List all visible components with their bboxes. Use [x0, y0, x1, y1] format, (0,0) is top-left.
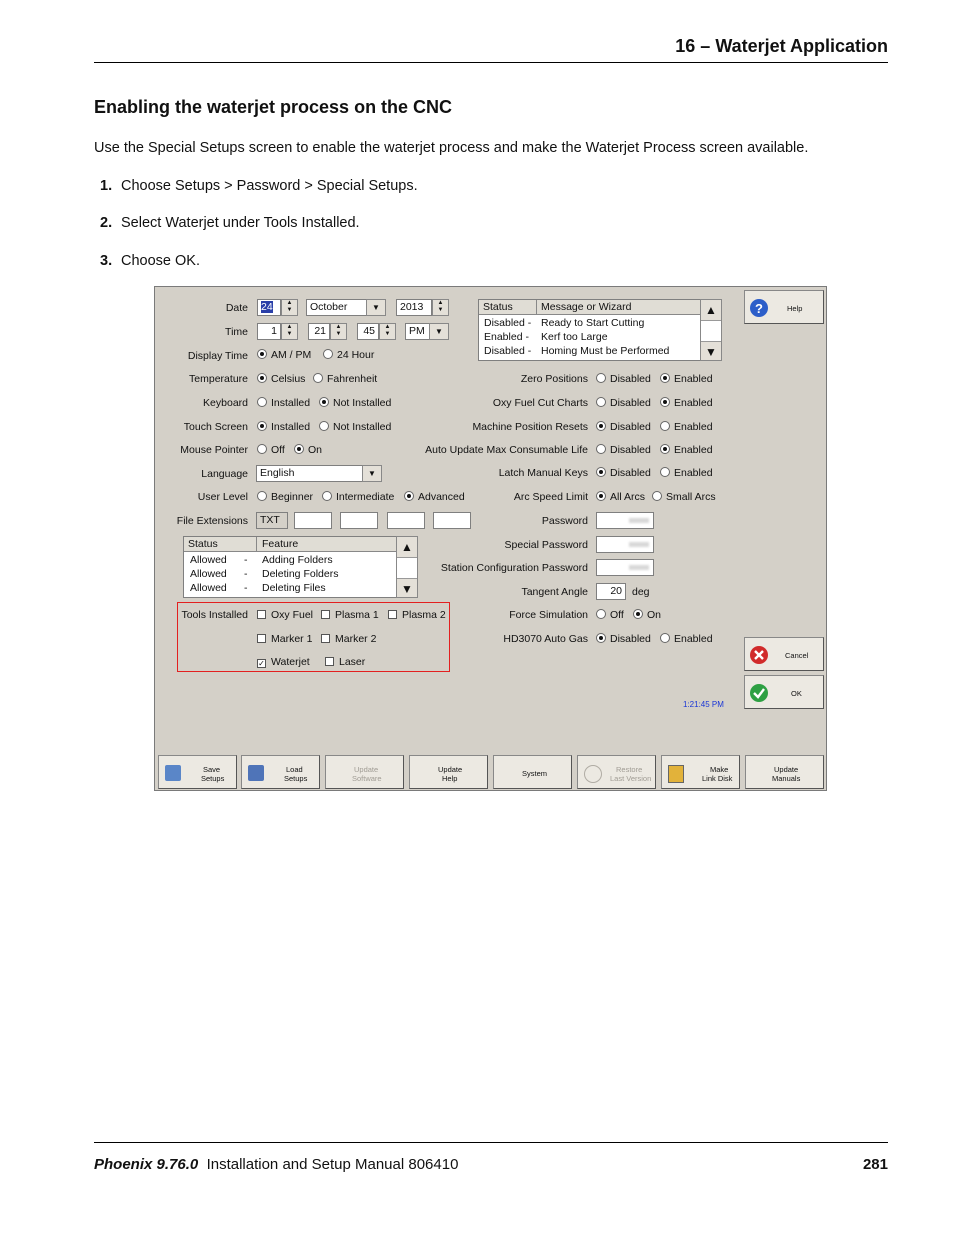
update-help-button[interactable]: Update Help [409, 755, 488, 789]
zero-disabled-radio[interactable]: Disabled [596, 373, 651, 385]
step-1: 1. Choose Setups > Password > Special Setups. [100, 178, 418, 194]
page-number: 281 [862, 1156, 888, 1173]
tool-plasma2-checkbox[interactable]: Plasma 2 [388, 609, 446, 621]
display-time-label: Display Time [187, 350, 248, 362]
date-year-field[interactable]: 2013 [396, 299, 432, 316]
help-icon [749, 298, 769, 318]
tool-marker1-checkbox[interactable]: Marker 1 [257, 633, 312, 645]
display-time-24h-radio[interactable]: 24 Hour [323, 349, 374, 361]
ok-button[interactable]: OK [744, 675, 824, 709]
language-label: Language [201, 468, 248, 480]
save-icon [165, 765, 181, 781]
password-label: Password [541, 515, 588, 527]
tool-oxy-fuel-checkbox[interactable]: Oxy Fuel [257, 609, 313, 621]
temperature-fahrenheit-radio[interactable]: Fahrenheit [313, 373, 377, 385]
make-link-disk-button[interactable]: Make Link Disk [661, 755, 740, 789]
zero-positions-label: Zero Positions [520, 373, 588, 385]
status-header: Status [483, 301, 513, 313]
mouse-on-radio[interactable]: On [294, 444, 322, 456]
date-label: Date [225, 302, 248, 314]
time-second-field[interactable]: 45 [357, 323, 379, 340]
display-time-ampm-radio[interactable]: AM / PM [257, 349, 311, 361]
file-ext-field-5[interactable] [433, 512, 471, 529]
latch-disabled-radio[interactable]: Disabled [596, 467, 651, 479]
feature-list-feature-header: Feature [262, 538, 299, 550]
tools-installed-label: Tools Installed [181, 609, 248, 621]
time-label: Time [225, 326, 248, 338]
cancel-button[interactable]: Cancel [744, 637, 824, 671]
touch-not-installed-radio[interactable]: Not Installed [319, 421, 391, 433]
message-header: Message or Wizard [541, 301, 632, 313]
restore-icon [584, 765, 602, 783]
touch-screen-label: Touch Screen [183, 421, 248, 433]
feature-list-status-header: Status [188, 538, 218, 550]
system-button[interactable]: System [493, 755, 572, 789]
latch-keys-label: Latch Manual Keys [498, 467, 588, 479]
restore-last-version-button[interactable]: Restore Last Version [577, 755, 656, 789]
time-hour-field[interactable]: 1 [257, 323, 281, 340]
scroll-up-icon[interactable]: ▲ [401, 540, 413, 554]
force-sim-on-radio[interactable]: On [633, 609, 661, 621]
user-level-label: User Level [197, 491, 248, 503]
mouse-off-radio[interactable]: Off [257, 444, 285, 456]
list-item[interactable]: Allowed - Deleting Files [190, 582, 326, 594]
date-year-spinner[interactable]: ▲ ▼ [432, 299, 449, 316]
clock-readout: 1:21:45 PM [683, 700, 724, 709]
password-field[interactable] [596, 512, 654, 529]
tool-marker2-checkbox[interactable]: Marker 2 [321, 633, 376, 645]
time-second-spinner[interactable]: ▲ ▼ [379, 323, 396, 340]
force-sim-off-radio[interactable]: Off [596, 609, 624, 621]
update-software-button[interactable]: Update Software [325, 755, 404, 789]
intro-paragraph: Use the Special Setups screen to enable the waterjet process and make the Waterjet Process screen available. [94, 140, 809, 156]
section-heading: Enabling the waterjet process on the CNC [94, 97, 453, 117]
auto-update-disabled-radio[interactable]: Disabled [596, 444, 651, 456]
save-setups-button[interactable]: Save Setups [158, 755, 237, 789]
tangent-angle-label: Tangent Angle [521, 586, 588, 598]
update-manuals-button[interactable]: Update Manuals [745, 755, 824, 789]
arc-all-radio[interactable]: All Arcs [596, 491, 645, 503]
feature-list-scrollbar[interactable] [396, 536, 418, 598]
list-item[interactable]: Disabled - Homing Must be Performed [484, 345, 670, 357]
special-password-field[interactable] [596, 536, 654, 553]
file-ext-field-4[interactable] [387, 512, 425, 529]
special-password-label: Special Password [504, 539, 588, 551]
step-2: 2. Select Waterjet under Tools Installed. [100, 215, 360, 231]
check-icon [749, 683, 769, 703]
step-3: 3. Choose OK. [100, 253, 200, 269]
oxy-charts-label: Oxy Fuel Cut Charts [492, 397, 588, 409]
keyboard-not-installed-radio[interactable]: Not Installed [319, 397, 391, 409]
time-ampm-field[interactable]: PM [405, 323, 431, 340]
oxy-charts-enabled-radio[interactable]: Enabled [660, 397, 713, 409]
status-list-scrollbar[interactable] [700, 299, 722, 361]
scroll-down-icon[interactable]: ▼ [705, 345, 717, 359]
touch-installed-radio[interactable]: Installed [257, 421, 310, 433]
station-password-field[interactable] [596, 559, 654, 576]
time-minute-field[interactable]: 21 [308, 323, 330, 340]
keyboard-installed-radio[interactable]: Installed [257, 397, 310, 409]
hd3070-disabled-radio[interactable]: Disabled [596, 633, 651, 645]
list-item[interactable]: Enabled - Kerf too Large [484, 331, 608, 343]
keyboard-label: Keyboard [203, 397, 248, 409]
language-dropdown-icon[interactable]: ▼ [362, 465, 382, 482]
svg-text:?: ? [755, 301, 763, 316]
help-button[interactable]: ? Help [744, 290, 824, 324]
time-hour-spinner[interactable]: ▲ ▼ [281, 323, 298, 340]
user-beginner-radio[interactable]: Beginner [257, 491, 313, 503]
tangent-unit: deg [632, 586, 650, 598]
scroll-down-icon[interactable]: ▼ [401, 582, 413, 596]
special-setups-screenshot [154, 286, 827, 791]
arc-speed-label: Arc Speed Limit [513, 491, 588, 503]
hd3070-label: HD3070 Auto Gas [503, 633, 588, 645]
force-sim-label: Force Simulation [509, 609, 588, 621]
zero-enabled-radio[interactable]: Enabled [660, 373, 713, 385]
tool-waterjet-checkbox[interactable]: ✓ Waterjet [258, 656, 310, 668]
station-password-label: Station Configuration Password [440, 562, 588, 574]
load-icon [248, 765, 264, 781]
month-dropdown-icon[interactable]: ▼ [366, 299, 386, 316]
date-day-spinner[interactable]: ▲ ▼ [281, 299, 298, 316]
tool-plasma1-checkbox[interactable]: Plasma 1 [321, 609, 379, 621]
user-advanced-radio[interactable]: Advanced [404, 491, 465, 503]
feature-list[interactable] [183, 536, 397, 598]
load-setups-button[interactable]: Load Setups [241, 755, 320, 789]
scroll-up-icon[interactable]: ▲ [705, 303, 717, 317]
latch-enabled-radio[interactable]: Enabled [660, 467, 713, 479]
file-ext-field-3[interactable] [340, 512, 378, 529]
footer-rule [94, 1142, 888, 1143]
tool-laser-checkbox[interactable]: Laser [325, 656, 365, 668]
header-rule [94, 62, 888, 63]
file-ext-label: File Extensions [176, 515, 248, 527]
list-item[interactable]: Allowed - Deleting Folders [190, 568, 339, 580]
file-ext-field-2[interactable] [294, 512, 332, 529]
arc-small-radio[interactable]: Small Arcs [652, 491, 716, 503]
chapter-title: 16 – Waterjet Application [675, 36, 888, 56]
ampm-dropdown-icon[interactable]: ▼ [429, 323, 449, 340]
tangent-angle-field[interactable]: 20 [596, 583, 626, 600]
machine-resets-label: Machine Position Resets [472, 421, 588, 433]
user-intermediate-radio[interactable]: Intermediate [322, 491, 394, 503]
list-item[interactable]: Disabled - Ready to Start Cutting [484, 317, 645, 329]
oxy-charts-disabled-radio[interactable]: Disabled [596, 397, 651, 409]
auto-update-enabled-radio[interactable]: Enabled [660, 444, 713, 456]
temperature-label: Temperature [189, 373, 248, 385]
hd3070-enabled-radio[interactable]: Enabled [660, 633, 713, 645]
disk-icon [668, 765, 684, 783]
footer-manual-info: Phoenix 9.76.0 Installation and Setup Manual 806410 [94, 1156, 459, 1173]
machine-resets-enabled-radio[interactable]: Enabled [660, 421, 713, 433]
temperature-celsius-radio[interactable]: Celsius [257, 373, 305, 385]
status-message-list[interactable] [478, 299, 702, 361]
file-ext-field-1: TXT [256, 512, 288, 529]
machine-resets-disabled-radio[interactable]: Disabled [596, 421, 651, 433]
language-field[interactable]: English [256, 465, 364, 482]
time-minute-spinner[interactable]: ▲ ▼ [330, 323, 347, 340]
mouse-pointer-label: Mouse Pointer [180, 444, 248, 456]
cancel-icon [749, 645, 769, 665]
date-month-field[interactable]: October [306, 299, 376, 316]
list-item[interactable]: Allowed - Adding Folders [190, 554, 333, 566]
date-day-field[interactable]: 24 [257, 299, 281, 316]
auto-update-label: Auto Update Max Consumable Life [425, 444, 588, 456]
